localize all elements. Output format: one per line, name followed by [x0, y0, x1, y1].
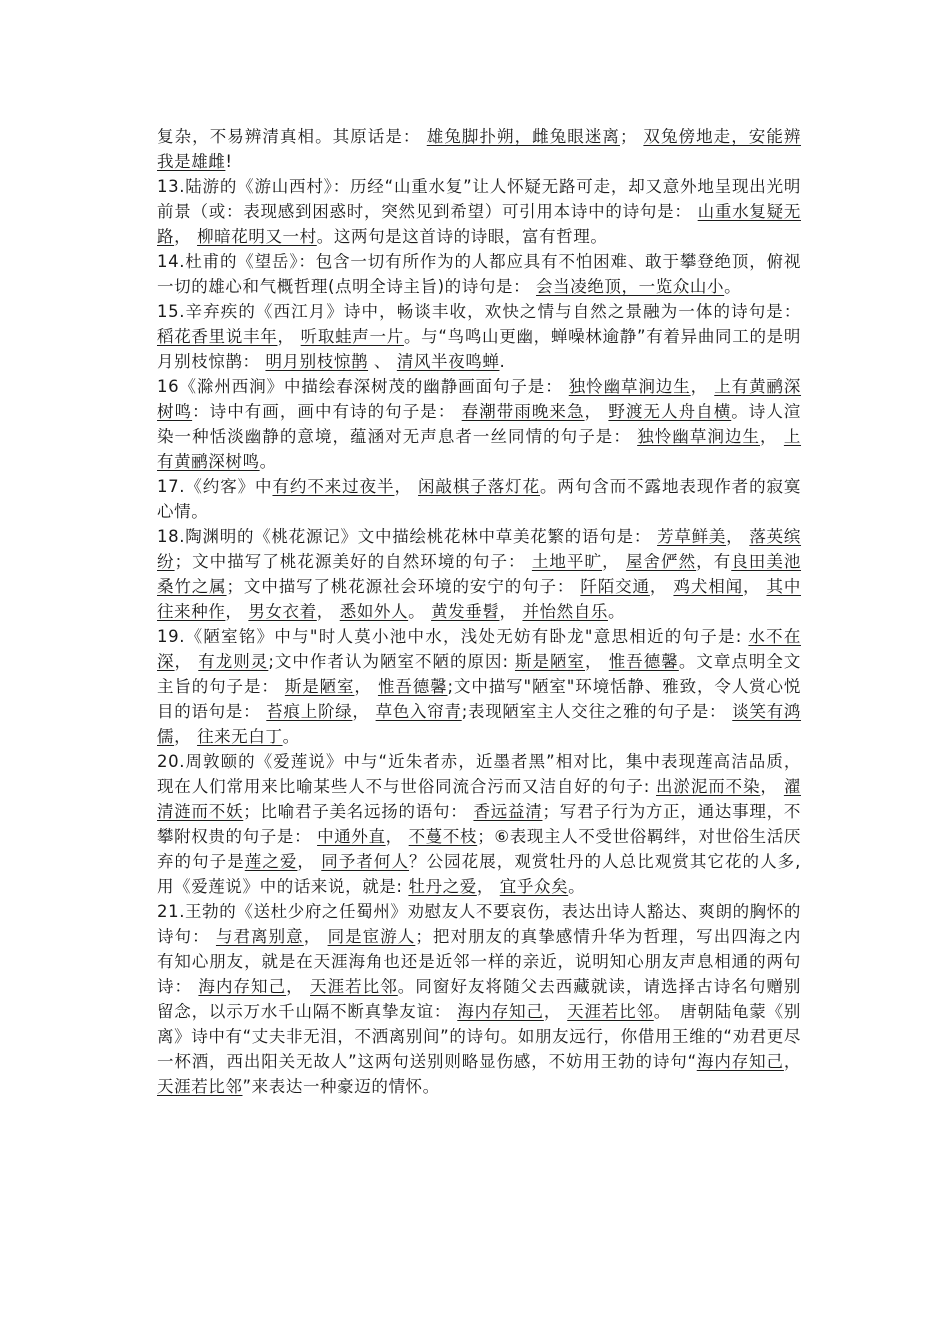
- underlined-answer: 野渡无人舟自横: [608, 402, 732, 421]
- text-run: ；文中描写了桃花源社会环境的安宁的句子：: [226, 577, 581, 596]
- underlined-answer: 有约不来过夜半: [272, 477, 395, 496]
- text-run: ，: [385, 827, 409, 846]
- text-run: ：诗中有画，画中有诗的句子是：: [192, 402, 462, 421]
- text-run: 。与“鸟鸣山更幽，蝉噪林逾静”有着异曲同工的是明月别枝惊鹊：: [157, 327, 801, 371]
- text-run: ，: [543, 1002, 568, 1021]
- text-run: ，: [585, 652, 609, 671]
- underlined-answer: 悉如外人: [339, 602, 409, 621]
- text-run: ，: [649, 577, 674, 596]
- text-run: 。: [568, 877, 586, 896]
- text-run: 。诗人渲染一种恬淡幽静的意境，蕴涵对无声息者一丝同情的句子是：: [157, 402, 802, 446]
- text-run: ，: [174, 652, 199, 671]
- underlined-answer: 有龙则灵: [198, 652, 269, 671]
- underlined-answer: 草色入帘青: [375, 702, 462, 721]
- text-paragraph: [157, 749, 801, 899]
- text-paragraph: [157, 899, 801, 1099]
- underlined-answer: 黄发垂髫: [431, 602, 500, 621]
- text-run: ，: [584, 402, 609, 421]
- underlined-answer: 上有黄鹂深树鸣: [157, 377, 802, 421]
- text-run: ，: [297, 852, 322, 871]
- text-run: ；: [619, 127, 644, 146]
- text-run: ;表现陋室主人交往之雅的句子是：: [461, 702, 733, 721]
- text-run: ，: [499, 602, 523, 621]
- text-run: !: [225, 152, 233, 171]
- underlined-answer: 良田美池桑竹之属: [157, 552, 802, 596]
- text-run: 17.《约客》中: [157, 477, 273, 496]
- underlined-answer: 男女衣着: [248, 602, 317, 621]
- text-run: 。 唐朝陆龟蒙《别离》诗中有“丈夫非无泪，不洒离别间”的诗句。如朋友远行，你借用王维的“劝君更尽一杯酒，西出阳关无故人”这两句送别则略显伤感，不妨用王勃的诗句“: [157, 1002, 802, 1071]
- underlined-answer: 上有黄鹂深树鸣: [157, 427, 802, 471]
- text-paragraph: [157, 174, 801, 249]
- text-run: ；文中描写了桃花源美好的自然环境的句子：: [174, 552, 532, 571]
- underlined-answer: 柳暗花明又一村: [197, 227, 317, 246]
- text-run: 。两句含而不露地表现作者的寂寞心情。: [157, 477, 802, 521]
- underlined-answer: 天涯若比邻: [567, 1002, 654, 1021]
- text-run: ，: [394, 477, 419, 496]
- underlined-answer: 宜乎众矣: [499, 877, 569, 896]
- text-run: 。这两句是这首诗的诗眼，富有哲理。: [316, 227, 608, 246]
- underlined-answer: 斯是陋室: [284, 677, 355, 696]
- text-run: 21.王勃的《送杜少府之任蜀州》劝慰友人不要哀伤，表达出诗人豁达、爽朗的胸怀的诗句：: [157, 902, 801, 946]
- underlined-answer: 惟吾德馨: [608, 652, 679, 671]
- text-run: 复杂，不易辨清真相。其原话是：: [157, 127, 427, 146]
- underlined-answer: 濯清涟而不妖: [157, 777, 801, 821]
- text-run: ，: [277, 327, 301, 346]
- underlined-answer: 其中往来种作: [157, 577, 801, 621]
- underlined-answer: 闲敲棋子落灯花: [418, 477, 541, 496]
- text-run: ，: [760, 427, 784, 446]
- text-run: 14.杜甫的《望岳》：包含一切有所作为的人都应具有不怕困难、敢于攀登绝顶，俯视一切的雄心和气概哲理(点明全诗主旨)的诗句是：: [157, 252, 801, 296]
- text-run: 15.辛弃疾的《西江月》诗中，畅谈丰收，欢快之情与自然之景融为一体的诗句是：: [157, 302, 801, 321]
- text-run: 、: [368, 352, 397, 371]
- text-run: ；把对朋友的真挚感情升华为哲理，写出四海之内有知心朋友，就是在天涯海角也还是近邻一样的亲近，说明知心朋友声息相通的两句诗：: [157, 927, 802, 996]
- text-run: ，: [316, 602, 340, 621]
- underlined-answer: 落英缤纷: [157, 527, 802, 571]
- text-run: ;文中描写"陋室"环境恬静、雅致，令人赏心悦目的语句是：: [157, 677, 802, 721]
- text-run: ，: [476, 877, 500, 896]
- text-run: ;文中作者认为陋室不陋的原因:: [268, 652, 515, 671]
- text-run: ，: [726, 527, 750, 546]
- text-run: 。: [282, 727, 300, 746]
- text-run: ，: [225, 602, 249, 621]
- underlined-answer: 春潮带雨晚来急: [461, 402, 585, 421]
- text-run: 。: [724, 277, 742, 296]
- underlined-answer: 海内存知己: [198, 977, 287, 996]
- underlined-answer: 同是宦游人: [327, 927, 416, 946]
- underlined-answer: 阡陌交通: [580, 577, 650, 596]
- underlined-answer: 惟吾德馨: [377, 677, 448, 696]
- text-run: ？公园花展，观赏牡丹的人总比观赏其它花的人多,用《爱莲说》中的话来说，就是:: [157, 852, 802, 896]
- underlined-answer: 明月别枝惊鹊: [265, 352, 369, 371]
- text-run: ，: [352, 702, 376, 721]
- text-run: ，: [303, 927, 328, 946]
- underlined-answer: 土地平旷: [531, 552, 603, 571]
- underlined-answer: 独怜幽草涧边生: [637, 427, 761, 446]
- text-run: ，: [354, 677, 378, 696]
- underlined-answer: 海内存知己: [457, 1002, 544, 1021]
- underlined-answer: 会当凌绝顶，一览众山小: [536, 277, 725, 296]
- underlined-answer: 往来无白丁: [197, 727, 283, 746]
- text-run: ，有: [696, 552, 732, 571]
- text-run: 13.陆游的《游山西村》：历经“山重水复”让人怀疑无路可走，却又意外地呈现出光明前景（或：表现感到困惑时，突然见到希望）可引用本诗中的诗句是：: [157, 177, 801, 221]
- underlined-answer: 斯是陋室: [514, 652, 585, 671]
- underlined-answer: 清风半夜鸣蝉: [396, 352, 500, 371]
- underlined-answer: 海内存知己: [696, 1052, 784, 1071]
- underlined-answer: 天涯若比邻: [310, 977, 398, 996]
- underlined-answer: 双兔傍地走，安能辨我是雄雌: [157, 127, 801, 171]
- text-run: ，: [760, 777, 784, 796]
- text-run: 18.陶渊明的《桃花源记》文中描绘桃花林中草美花繁的语句是：: [157, 527, 658, 546]
- underlined-answer: 稻花香里说丰年: [157, 327, 278, 346]
- underlined-answer: 鸡犬相闻: [673, 577, 743, 596]
- text-paragraph: [157, 124, 801, 174]
- text-run: ，: [742, 577, 767, 596]
- underlined-answer: 芳草鲜美: [657, 527, 727, 546]
- text-run: ，: [174, 727, 198, 746]
- underlined-answer: 不蔓不枝: [408, 827, 478, 846]
- underlined-answer: 天涯若比邻: [157, 1077, 243, 1096]
- text-run: ，: [690, 377, 715, 396]
- text-run: 19.《陋室铭》中与"时人莫小池中水，浅处无妨有卧龙"意思相近的句子是:: [157, 627, 749, 646]
- underlined-answer: 牡丹之爱: [408, 877, 477, 896]
- underlined-answer: 与君离别意: [215, 927, 304, 946]
- text-paragraph: [157, 249, 801, 299]
- underlined-answer: 中通外直: [317, 827, 386, 846]
- text-run: 。: [408, 602, 432, 621]
- text-run: ”来表达一种豪迈的情怀。: [242, 1077, 440, 1096]
- text-run: ，: [783, 1052, 802, 1071]
- underlined-answer: 听取蛙声一片: [300, 327, 404, 346]
- text-run: 。: [607, 602, 626, 621]
- text-run: ；写君子行为方正，通达事理，不攀附权贵的句子是：: [157, 802, 802, 846]
- text-run: 。文章点明全文主旨的句子是：: [157, 652, 801, 696]
- underlined-answer: 屋舍俨然: [625, 552, 697, 571]
- text-run: .: [499, 352, 506, 371]
- underlined-answer: 谈笑有鸿儒: [157, 702, 802, 746]
- text-run: 。: [259, 452, 277, 471]
- underlined-answer: 独怜幽草涧边生: [568, 377, 691, 396]
- underlined-answer: 香远益清: [473, 802, 543, 821]
- text-run: ，: [602, 552, 626, 571]
- underlined-answer: 苔痕上阶绿: [266, 702, 353, 721]
- document-body: [157, 124, 801, 1099]
- underlined-answer: 山重水复疑无路: [157, 202, 801, 246]
- underlined-answer: 雄兔脚扑朔，雌兔眼迷离: [426, 127, 620, 146]
- underlined-answer: 并怡然自乐: [522, 602, 608, 621]
- text-paragraph: [157, 374, 801, 474]
- text-run: ，: [174, 227, 198, 246]
- underlined-answer: 同予者何人: [321, 852, 410, 871]
- text-paragraph: [157, 299, 801, 374]
- text-run: 。同窗好友将随父去西藏就读，请选择古诗名句赠别留念，以示万水千山隔不断真挚友谊：: [157, 977, 802, 1021]
- text-run: 16《滁州西涧》中描绘春深树茂的幽静画面句子是：: [157, 377, 569, 396]
- text-paragraph: [157, 624, 801, 749]
- text-run: ，: [286, 977, 311, 996]
- text-run: 20.周敦颐的《爱莲说》中与“近朱者赤，近墨者黑”相对比，集中表现莲高洁品质，现在人们常用来比喻某些人不与世俗同流合污而又洁自好的句子:: [157, 752, 801, 796]
- underlined-answer: 出淤泥而不染: [656, 777, 761, 796]
- underlined-answer: 莲之爱: [244, 852, 298, 871]
- text-run: ；比喻君子美名远扬的语句：: [243, 802, 474, 821]
- text-paragraph: [157, 524, 801, 624]
- underlined-answer: 水不在深: [157, 627, 801, 671]
- text-paragraph: [157, 474, 801, 524]
- text-run: ；⑥表现主人不受世俗羁绊，对世俗生活厌弃的句子是: [157, 827, 802, 871]
